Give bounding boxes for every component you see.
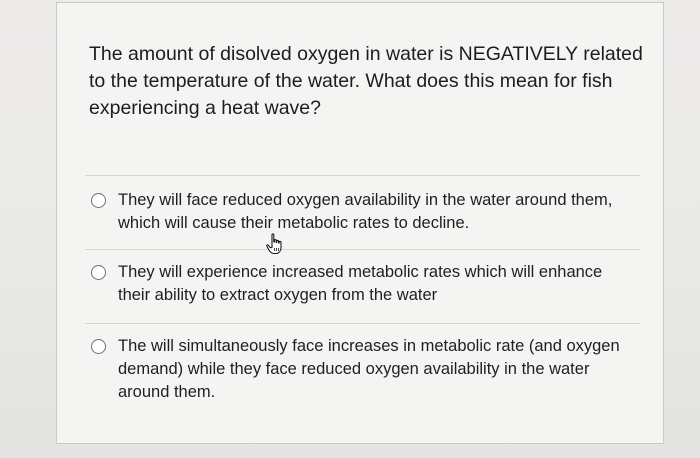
radio-button-icon[interactable] (91, 265, 106, 280)
answer-option-label: They will experience increased metabolic rates which will enhance their ability to extract oxygen from the water (118, 263, 603, 304)
answer-option-3[interactable] (87, 335, 642, 407)
answer-option-label: They will face reduced oxygen availability in the water around them, which will cause their metabolic rates to decline. (118, 191, 613, 232)
answer-option-2[interactable] (87, 261, 642, 311)
answer-option-1[interactable] (87, 189, 642, 239)
question-text: The amount of disolved oxygen in water is NEGATIVELY related to the temperature of the water. What does this mean for fish experiencing a heat wave? (89, 43, 643, 119)
divider (85, 175, 640, 176)
answer-option-label: The will simultaneously face increases in metabolic rate (and oxygen demand) while they face reduced oxygen availability in the water around them. (118, 337, 620, 401)
divider (85, 249, 640, 250)
hand-pointer-cursor-icon (265, 233, 285, 255)
divider (85, 323, 640, 324)
question-card (56, 2, 664, 444)
radio-button-icon[interactable] (91, 339, 106, 354)
radio-button-icon[interactable] (91, 193, 106, 208)
